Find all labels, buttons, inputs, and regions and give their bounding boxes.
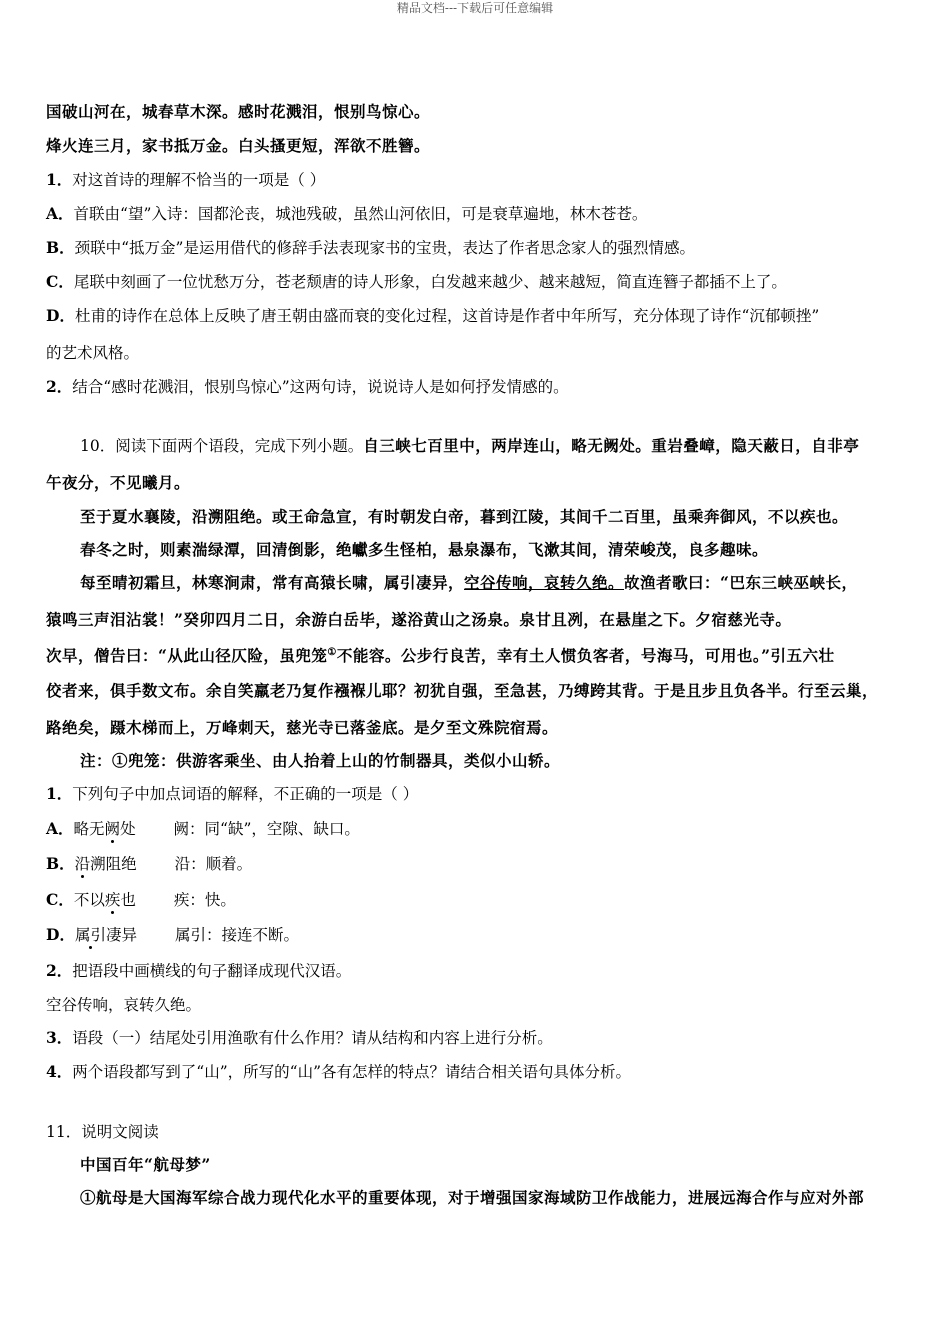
q9-option-a-text: 首联由“望”入诗：国都沦丧，城池残破，虽然山河依旧，可是衰草遍地，林木苍苍。	[73, 205, 648, 223]
q10-sub2-text: 把语段中画横线的句子翻译成现代汉语。	[72, 962, 352, 980]
q10-option-a-key: A．	[46, 819, 74, 838]
q10-paragraph-3: 春冬之时，则素湍绿潭，回清倒影，绝巘多生怪柏，悬泉瀑布，飞漱其间，清荣峻茂，良多趣味。	[80, 540, 769, 559]
q10-p6-a: 次早，僧告曰：“从此山径仄险，虽兜笼	[46, 646, 328, 666]
q9-option-c-key: C．	[46, 272, 74, 291]
q10-option-c-post: 也	[120, 891, 136, 909]
q10-sub2	[46, 961, 351, 981]
q9-option-d-text: 杜甫的诗作在总体上反映了唐王朝由盛而衰的变化过程，这首诗是作者中年所写，充分体现了诗作“沉郁顿挫”	[74, 307, 820, 325]
q10-p4-b: 故渔者歌曰：“巴东三峡巫峡长，	[624, 573, 858, 592]
q10-paragraph-7: 佼者来，俱手数文布。余自笑羸老乃复作襁褓儿耶？初犹自强，至急甚，乃缚跨其背。于是且步且负各半。行至云巢，	[46, 681, 879, 700]
q10-sub1-text: 下列句子中加点词语的解释，不正确的一项是（ ）	[72, 785, 419, 803]
q10-option-d-dotted: 属引	[74, 926, 106, 944]
q10-intro	[80, 436, 859, 456]
q9-option-a	[46, 204, 647, 224]
q10-option-c	[46, 890, 236, 910]
q10-sub3	[46, 1028, 553, 1048]
q10-underlined-sentence: 空谷传响，哀转久绝。	[464, 573, 625, 592]
q11-paragraph-1: ①航母是大国海军综合战力现代化水平的重要体现，对于增强国家海域防卫作战能力，进展远海合作与应对外部	[80, 1188, 865, 1207]
q10-paragraph-8: 路绝矣，蹑木梯而上，万峰刺天，慈光寺已落釜底。是夕至文殊院宿焉。	[46, 718, 559, 737]
q10-paragraph-4	[80, 573, 857, 593]
q10-option-b-dotted: 沿	[74, 855, 91, 873]
q10-option-d-key: D．	[46, 925, 75, 944]
q10-intro-label: 10．阅读下面两个语段，完成下列小题。	[80, 437, 364, 455]
q9-option-b	[46, 238, 695, 258]
q11-article-title: 中国百年“航母梦”	[80, 1155, 211, 1174]
q9-sub2-text: 结合“感时花溅泪，恨别鸟惊心”这两句诗，说说诗人是如何抒发情感的。	[72, 378, 569, 396]
q10-option-a-dotted: 阙	[104, 820, 121, 838]
q10-option-c-phrase	[74, 890, 174, 910]
q10-option-a-post: 处	[120, 820, 136, 838]
q10-sub3-num: 3．	[46, 1028, 73, 1047]
q10-p6-b: 不能容。公步行良苦，幸有土人惯负客者，号海马，可用也。”引五六壮	[336, 646, 835, 666]
q9-option-b-key: B．	[46, 238, 75, 257]
q10-paragraph-5: 猿鸣三声泪沾裳！”癸卯四月二日，余游白岳毕，遂浴黄山之汤泉。泉甘且冽，在悬崖之下。夕宿慈光寺。	[46, 610, 792, 629]
q10-sub1	[46, 784, 418, 804]
q10-option-c-dotted: 疾	[104, 891, 121, 909]
poem-line-1: 国破山河在，城春草木深。感时花溅泪，恨别鸟惊心。	[46, 102, 431, 121]
q9-option-d-key: D．	[46, 306, 75, 325]
q10-paragraph-6	[46, 643, 835, 666]
q9-option-a-key: A．	[46, 204, 74, 223]
q10-option-d-gloss: 属引：接连不断。	[174, 926, 299, 944]
q10-option-b-key: B．	[46, 854, 75, 873]
poem-line-2: 烽火连三月，家书抵万金。白头搔更短，浑欲不胜簪。	[46, 136, 431, 155]
q10-sub1-num: 1．	[46, 784, 73, 803]
q10-paragraph-2: 至于夏水襄陵，沿溯阻绝。或王命急宣，有时朝发白帝，暮到江陵，其间千二百里，虽乘奔御风，不以疾也。	[80, 507, 849, 526]
q10-intro-cont: 午夜分，不见曦月。	[46, 473, 191, 492]
q10-sub2-line: 空谷传响，哀转久绝。	[46, 996, 202, 1014]
q10-option-a-phrase	[74, 819, 174, 839]
q9-option-d	[46, 306, 819, 326]
page-header: 精品文档---下载后可任意编辑	[396, 1, 554, 15]
q10-option-b-gloss: 沿：顺着。	[174, 855, 253, 873]
q9-sub2-num: 2．	[46, 377, 73, 396]
q11-heading: 11．说明文阅读	[46, 1123, 159, 1141]
q10-note: 注：①兜笼：供游客乘坐、由人抬着上山的竹制器具，类似小山轿。	[80, 751, 561, 770]
q10-option-c-pre: 不以	[73, 891, 105, 909]
q9-sub1-num: 1．	[46, 170, 73, 189]
q10-option-a	[46, 819, 360, 839]
q10-option-b-phrase	[75, 854, 175, 874]
q10-sub4-num: 4．	[46, 1062, 73, 1081]
q10-p4-a: 每至晴初霜旦，林寒涧肃，常有高猿长啸，属引凄异，	[80, 573, 465, 592]
q9-sub1	[46, 170, 325, 190]
q10-option-d-post: 凄异	[105, 926, 137, 944]
q10-option-b-post: 溯阻绝	[90, 855, 137, 873]
q10-sub4	[46, 1062, 631, 1082]
q10-option-b	[46, 854, 252, 874]
q10-sub4-text: 两个语段都写到了“山”，所写的“山”各有怎样的特点？请结合相关语句具体分析。	[72, 1063, 631, 1081]
q9-option-b-text: 颈联中“抵万金”是运用借代的修辞手法表现家书的宝贵，表达了作者思念家人的强烈情感。	[74, 239, 695, 257]
q10-option-c-key: C．	[46, 890, 74, 909]
q10-intro-text: 自三峡七百里中，两岸连山，略无阙处。重岩叠嶂，隐天蔽日，自非亭	[363, 436, 860, 455]
q9-sub1-text: 对这首诗的理解不恰当的一项是（ ）	[72, 171, 326, 189]
q10-option-c-gloss: 疾：快。	[173, 891, 236, 909]
q10-option-a-gloss: 阙：同“缺”，空隙、缺口。	[173, 820, 360, 838]
q10-sub2-num: 2．	[46, 961, 73, 980]
q10-option-a-pre: 略无	[73, 820, 105, 838]
q9-option-c	[46, 272, 787, 292]
q9-option-d-cont: 的艺术风格。	[46, 344, 140, 362]
q10-option-d	[46, 925, 299, 945]
q9-option-c-text: 尾联中刻画了一位忧愁万分，苍老颓唐的诗人形象，白发越来越少、越来越短，简直连簪子都插不上了。	[73, 273, 787, 291]
q9-sub2	[46, 377, 569, 397]
q10-footnote-marker: ①	[327, 647, 337, 658]
q10-option-d-phrase	[75, 925, 175, 945]
q10-sub3-text: 语段（一）结尾处引用渔歌有什么作用？请从结构和内容上进行分析。	[72, 1029, 553, 1047]
